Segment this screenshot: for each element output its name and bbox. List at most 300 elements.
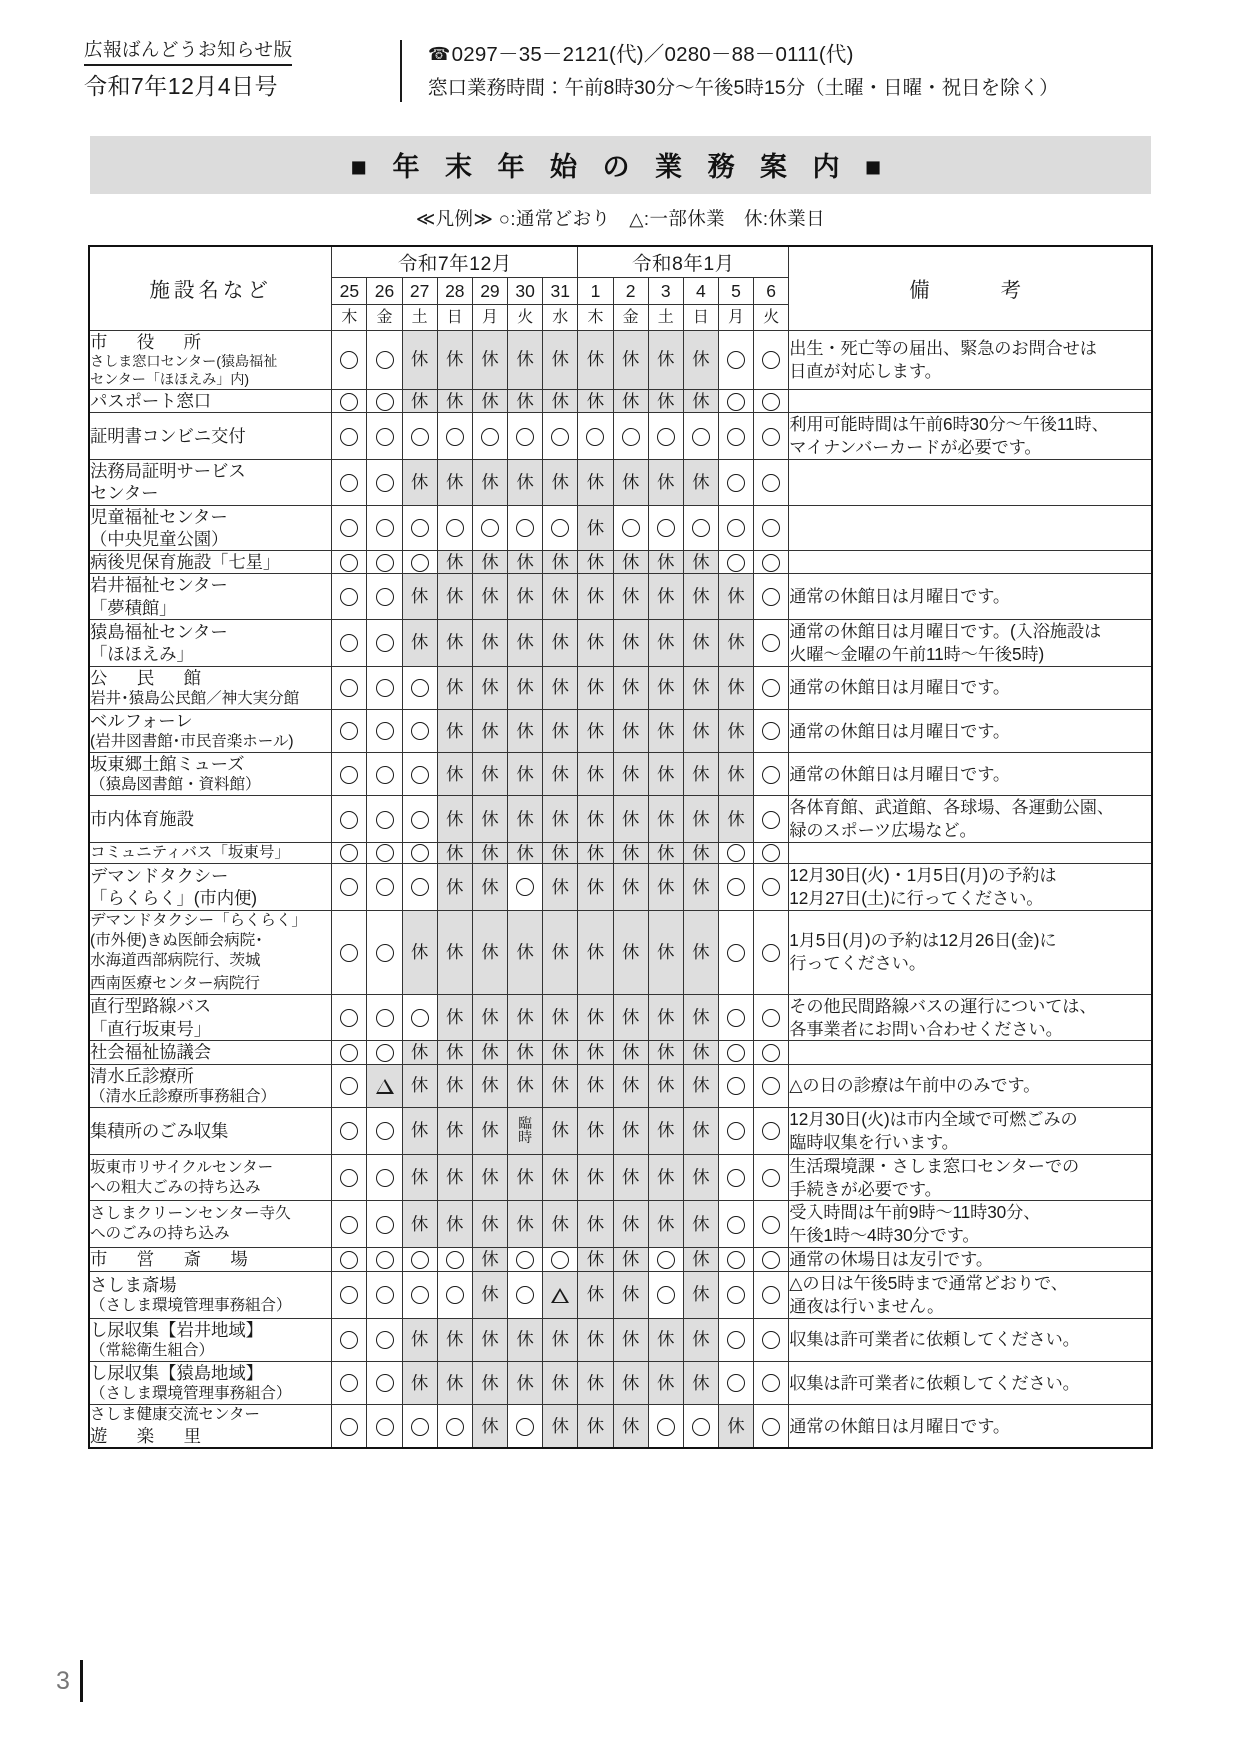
closed-label: 休 (481, 551, 499, 572)
open-circle-icon (376, 1216, 394, 1234)
open-circle-icon (762, 393, 780, 411)
header-month-dec: 令和7年12月 (332, 246, 578, 277)
remarks-cell (789, 505, 1152, 551)
status-cell-open (578, 413, 613, 460)
status-cell-closed (402, 1361, 437, 1404)
table-row (89, 1064, 1152, 1107)
open-circle-icon (727, 554, 745, 572)
status-cell-closed (648, 1318, 683, 1361)
closed-label: 休 (656, 876, 675, 897)
status-cell-closed (613, 709, 648, 752)
status-cell-open (754, 843, 789, 864)
closed-label: 休 (516, 1042, 534, 1063)
table-body (89, 330, 1152, 1448)
status-cell-closed (578, 796, 613, 843)
status-cell-open (402, 1248, 437, 1272)
closed-label: 休 (586, 1415, 605, 1436)
status-cell-closed (578, 1318, 613, 1361)
status-cell-closed (543, 390, 578, 413)
open-circle-icon (762, 1169, 780, 1187)
open-circle-icon (727, 1251, 745, 1269)
closed-label: 休 (727, 677, 745, 698)
open-circle-icon (762, 1374, 780, 1392)
status-cell-closed (683, 551, 718, 574)
closed-label: 休 (446, 876, 464, 897)
header-day-weekday: 木 (578, 304, 613, 330)
remarks-line: 通常の休館日は月曜日です。 (789, 677, 1011, 698)
header-day-number: 5 (718, 277, 753, 304)
remarks-line: 通常の休館日は月曜日です。 (789, 1415, 1011, 1436)
closed-label: 休 (481, 1007, 499, 1028)
closed-label: 休 (551, 1075, 570, 1096)
status-cell-open (402, 864, 437, 911)
facility-name-line: センター「ほほえみ」内) (90, 371, 250, 388)
header-day-weekday: 月 (718, 304, 753, 330)
closed-label: 休 (446, 551, 464, 572)
status-cell-open (367, 1154, 402, 1201)
status-cell-closed (543, 551, 578, 574)
status-cell-open (508, 1248, 543, 1272)
status-cell-open (332, 1272, 367, 1319)
open-circle-icon (376, 1418, 394, 1436)
status-cell-open (332, 1248, 367, 1272)
status-cell-open (332, 505, 367, 551)
status-cell-open (402, 1272, 437, 1319)
status-cell-closed (578, 994, 613, 1041)
open-circle-icon (340, 1418, 358, 1436)
closed-label: 休 (516, 720, 534, 741)
closed-label: 休 (481, 349, 499, 370)
status-cell-closed (613, 753, 648, 796)
closed-label: 休 (516, 763, 534, 784)
status-cell-closed (543, 910, 578, 994)
facility-name-line: 証明書コンビニ交付 (90, 426, 246, 447)
closed-label: 休 (516, 632, 534, 653)
closed-label: 休 (516, 390, 534, 411)
open-circle-icon (692, 519, 710, 537)
closed-label: 休 (481, 1329, 499, 1350)
status-cell-open (332, 551, 367, 574)
status-cell-open (332, 1041, 367, 1064)
closed-label: 休 (621, 632, 640, 653)
closed-label: 休 (516, 1075, 534, 1096)
closed-label: 休 (621, 1042, 640, 1063)
status-cell-closed (578, 1107, 613, 1154)
status-cell-closed (648, 753, 683, 796)
facility-name-cell (89, 1041, 332, 1064)
header-day-number: 25 (332, 277, 367, 304)
closed-label: 休 (692, 1372, 710, 1393)
status-cell-closed (543, 460, 578, 506)
status-cell-open (648, 1405, 683, 1449)
status-cell-open (718, 460, 753, 506)
open-circle-icon (481, 519, 499, 537)
open-circle-icon (762, 1418, 780, 1436)
status-cell-open (332, 1064, 367, 1107)
status-cell-open (543, 413, 578, 460)
status-cell-open (367, 619, 402, 666)
status-cell-open (754, 1107, 789, 1154)
facility-name-line: （さしま環境管理事務組合） (90, 1385, 292, 1403)
status-cell-closed (543, 666, 578, 709)
facility-name-line: 「直行坂東号」 (90, 1018, 212, 1039)
status-cell-closed (402, 390, 437, 413)
status-cell-closed (437, 1041, 472, 1064)
table-row (89, 619, 1152, 666)
open-circle-icon (692, 1418, 710, 1436)
header-day-weekday: 火 (754, 304, 789, 330)
status-cell-closed (437, 460, 472, 506)
closed-label: 休 (692, 1120, 710, 1141)
status-cell-open (683, 505, 718, 551)
closed-label: 休 (410, 1075, 429, 1096)
remarks-line: 受入時間は午前9時～11時30分、 (789, 1202, 1041, 1223)
closed-label: 休 (481, 1249, 499, 1270)
open-circle-icon (340, 1077, 358, 1095)
status-cell-closed (648, 709, 683, 752)
closed-label: 休 (656, 349, 675, 370)
facility-name-cell (89, 864, 332, 911)
status-cell-closed (543, 619, 578, 666)
status-cell-closed (683, 753, 718, 796)
status-cell-open (332, 864, 367, 911)
open-circle-icon (762, 844, 780, 862)
closed-label: 休 (621, 471, 640, 492)
status-cell-open (367, 1248, 402, 1272)
remarks-line: 生活環境課・さしま窓口センターでの (789, 1155, 1080, 1176)
status-cell-closed (402, 619, 437, 666)
table-row (89, 864, 1152, 911)
table-row (89, 666, 1152, 709)
open-circle-icon (762, 1216, 780, 1234)
closed-label: 休 (551, 586, 570, 607)
status-cell-open (332, 574, 367, 620)
status-cell-open (754, 709, 789, 752)
status-cell-closed (508, 551, 543, 574)
remarks-line: 通夜は行いません。 (789, 1295, 945, 1316)
status-cell-open (332, 1405, 367, 1449)
status-cell-open (718, 1248, 753, 1272)
remarks-line: 12月30日(火)は市内全域で可燃ごみの (789, 1108, 1078, 1129)
status-cell-closed (508, 619, 543, 666)
status-cell-closed (578, 619, 613, 666)
open-circle-icon (762, 1044, 780, 1062)
status-cell-closed (613, 551, 648, 574)
status-cell-open (332, 796, 367, 843)
facility-name-line: 直行型路線バス (90, 996, 212, 1017)
open-circle-icon (586, 428, 604, 446)
page-footer (56, 1660, 83, 1702)
status-cell-closed (648, 1361, 683, 1404)
status-cell-open (718, 1064, 753, 1107)
status-cell-closed (472, 994, 507, 1041)
status-cell-closed (472, 666, 507, 709)
status-cell-closed (578, 843, 613, 864)
status-cell-closed (437, 551, 472, 574)
open-circle-icon (376, 634, 394, 652)
remarks-line: 各体育館、武道館、各球場、各運動公園、 (789, 797, 1114, 818)
legend-line: ≪凡例≫ ○:通常どおり △:一部休業 休:休業日 (415, 208, 826, 229)
closed-label: 休 (621, 1213, 640, 1234)
status-cell-open (508, 505, 543, 551)
status-cell-closed (543, 1201, 578, 1248)
remarks-line: 通常の休館日は月曜日です。 (789, 586, 1011, 607)
status-cell-special (508, 1107, 543, 1154)
closed-label: 休 (481, 941, 499, 962)
remarks-line: 通常の休館日は月曜日です。 (789, 720, 1011, 741)
closed-label: 休 (656, 1075, 675, 1096)
status-cell-open (367, 843, 402, 864)
status-cell-closed (508, 1318, 543, 1361)
open-circle-icon (376, 878, 394, 896)
closed-label: 休 (692, 1007, 710, 1028)
remarks-cell (789, 1318, 1152, 1361)
closed-label: 休 (692, 763, 710, 784)
status-cell-closed (543, 994, 578, 1041)
status-cell-open (543, 505, 578, 551)
facility-name-cell (89, 1201, 332, 1248)
closed-label: 休 (656, 808, 675, 829)
open-circle-icon (446, 519, 464, 537)
facility-name-line: 市 営 斎 場 (90, 1249, 254, 1270)
facility-name-cell (89, 753, 332, 796)
remarks-cell (789, 1064, 1152, 1107)
status-cell-closed (437, 574, 472, 620)
header-day-weekday: 金 (613, 304, 648, 330)
status-cell-closed (543, 796, 578, 843)
facility-name-line: さしま窓口センター(猿島福祉 (90, 353, 278, 370)
facility-name-line: 岩井･猿島公民館／神大実分館 (90, 690, 300, 707)
status-cell-closed (402, 460, 437, 506)
status-cell-closed (613, 1361, 648, 1404)
status-cell-open (332, 460, 367, 506)
closed-label: 休 (692, 720, 710, 741)
status-cell-open (754, 1154, 789, 1201)
facility-name-line: 児童福祉センター (90, 506, 228, 527)
open-circle-icon (727, 1286, 745, 1304)
status-cell-closed (402, 1201, 437, 1248)
closed-label: 休 (551, 763, 570, 784)
status-cell-closed (543, 709, 578, 752)
closed-label: 休 (621, 1329, 640, 1350)
remarks-cell (789, 1361, 1152, 1404)
status-cell-closed (578, 1201, 613, 1248)
status-cell-closed (543, 1107, 578, 1154)
closed-label: 休 (410, 941, 429, 962)
closed-label: 休 (621, 941, 640, 962)
facility-name-line: へのごみの持ち込み (90, 1225, 230, 1243)
status-cell-closed (718, 574, 753, 620)
open-circle-icon (411, 844, 429, 862)
closed-label: 休 (446, 1329, 464, 1350)
facility-name-line: 「ほほえみ」 (90, 643, 194, 664)
status-cell-closed (648, 619, 683, 666)
facility-name-line: 市 役 所 (90, 331, 207, 352)
status-cell-open (402, 994, 437, 1041)
status-cell-open (402, 753, 437, 796)
facility-name-cell (89, 796, 332, 843)
status-cell-closed (648, 574, 683, 620)
facility-name-line: （清水丘診療所事務組合） (90, 1087, 276, 1105)
facility-name-line: デマンドタクシー「らくらく」 (90, 911, 307, 929)
closed-label: 休 (692, 390, 710, 411)
open-circle-icon (727, 351, 745, 369)
open-circle-icon (340, 519, 358, 537)
status-cell-open (754, 864, 789, 911)
status-cell-open (754, 796, 789, 843)
header-day-weekday: 水 (543, 304, 578, 330)
remarks-line: 出生・死亡等の届出、緊急のお問合せは (789, 337, 1097, 358)
open-circle-icon (622, 519, 640, 537)
closed-label: 休 (586, 390, 605, 411)
open-circle-icon (376, 1251, 394, 1269)
closed-label: 休 (481, 842, 499, 863)
closed-label: 休 (656, 763, 675, 784)
status-cell-open (718, 1201, 753, 1248)
status-cell-open (367, 505, 402, 551)
status-cell-open (718, 1361, 753, 1404)
status-cell-open (718, 330, 753, 390)
open-circle-icon (340, 588, 358, 606)
open-circle-icon (340, 1374, 358, 1392)
open-circle-icon (692, 428, 710, 446)
status-cell-closed (578, 1154, 613, 1201)
facility-name-cell (89, 1154, 332, 1201)
closed-label: 休 (586, 551, 605, 572)
header-row-month (89, 246, 1152, 277)
closed-label: 休 (516, 1167, 534, 1188)
open-circle-icon (762, 811, 780, 829)
status-cell-closed (508, 574, 543, 620)
facility-name-line: 坂東郷土館ミューズ (90, 754, 245, 775)
status-cell-closed (437, 843, 472, 864)
status-cell-closed (718, 1405, 753, 1449)
open-circle-icon (762, 519, 780, 537)
open-circle-icon (516, 1286, 534, 1304)
open-circle-icon (340, 634, 358, 652)
status-cell-closed (613, 1154, 648, 1201)
closed-label: 休 (656, 1372, 675, 1393)
closed-label: 休 (586, 941, 605, 962)
closed-label: 休 (551, 941, 570, 962)
open-circle-icon (340, 1251, 358, 1269)
closed-label: 休 (586, 1284, 605, 1305)
table-row (89, 910, 1152, 994)
remarks-cell (789, 1405, 1152, 1449)
status-cell-closed (648, 1064, 683, 1107)
facility-name-cell (89, 505, 332, 551)
facility-name-line: 遊 楽 里 (90, 1426, 207, 1447)
closed-label: 休 (551, 876, 570, 897)
closed-label: 休 (551, 349, 570, 370)
status-cell-closed (683, 1107, 718, 1154)
header-day-number: 27 (402, 277, 437, 304)
facility-name-cell (89, 330, 332, 390)
closed-label: 休 (586, 720, 605, 741)
status-cell-closed (508, 1361, 543, 1404)
remarks-line: △の日の診療は午前中のみです。 (789, 1075, 1041, 1096)
open-circle-icon (376, 474, 394, 492)
closed-label: 休 (446, 808, 464, 829)
open-circle-icon (376, 722, 394, 740)
closed-label: 休 (656, 471, 675, 492)
open-circle-icon (727, 878, 745, 896)
table-row (89, 1361, 1152, 1404)
remarks-line: 火曜～金曜の午前11時～午後5時) (789, 643, 1045, 664)
table-row (89, 709, 1152, 752)
status-cell-open (754, 330, 789, 390)
table-head (89, 246, 1152, 330)
remarks-line: 12月30日(火)・1月5日(月)の予約は (789, 865, 1057, 886)
closed-label: 休 (410, 1213, 429, 1234)
status-cell-closed (613, 1107, 648, 1154)
table-row (89, 390, 1152, 413)
open-circle-icon (340, 1216, 358, 1234)
closed-label: 休 (481, 1415, 499, 1436)
open-circle-icon (446, 1251, 464, 1269)
partial-triangle-icon (376, 1079, 394, 1094)
closed-label: 休 (551, 1372, 570, 1393)
open-circle-icon (340, 1286, 358, 1304)
header-day-number: 1 (578, 277, 613, 304)
header-day-number: 6 (754, 277, 789, 304)
page-title: ■ 年 末 年 始 の 業 務 案 内 ■ (350, 152, 891, 182)
closed-label: 休 (586, 1372, 605, 1393)
status-cell-open (332, 330, 367, 390)
status-cell-open (367, 460, 402, 506)
closed-label: 休 (586, 632, 605, 653)
open-circle-icon (727, 1169, 745, 1187)
status-cell-closed (683, 994, 718, 1041)
status-cell-closed (543, 330, 578, 390)
closed-label: 休 (621, 1415, 640, 1436)
facility-name-cell (89, 551, 332, 574)
status-cell-closed (472, 390, 507, 413)
open-circle-icon (657, 428, 675, 446)
open-circle-icon (340, 766, 358, 784)
status-cell-closed (472, 1405, 507, 1449)
status-cell-closed (508, 753, 543, 796)
closed-label: 休 (446, 586, 464, 607)
facility-name-cell (89, 709, 332, 752)
status-cell-closed (648, 864, 683, 911)
facility-name-cell (89, 666, 332, 709)
status-cell-open (367, 1107, 402, 1154)
status-cell-closed (648, 551, 683, 574)
status-cell-open (437, 413, 472, 460)
open-circle-icon (376, 1009, 394, 1027)
closed-label: 休 (481, 1213, 499, 1234)
status-cell-closed (613, 796, 648, 843)
status-cell-closed (578, 1272, 613, 1319)
facility-name-line: し尿収集【猿島地域】 (90, 1362, 263, 1383)
open-circle-icon (340, 474, 358, 492)
status-cell-closed (613, 574, 648, 620)
special-collection-label: 臨 時 (518, 1114, 533, 1145)
open-circle-icon (727, 944, 745, 962)
status-cell-open (508, 864, 543, 911)
closed-label: 休 (410, 1329, 429, 1350)
status-cell-closed (472, 1361, 507, 1404)
closed-label: 休 (446, 1372, 464, 1393)
facility-name-line: (市外便)きぬ医師会病院･ (90, 931, 263, 949)
status-cell-partial (367, 1064, 402, 1107)
open-circle-icon (340, 1169, 358, 1187)
masthead-right (428, 38, 1171, 103)
table-row (89, 1201, 1152, 1248)
status-cell-closed (508, 1041, 543, 1064)
status-cell-closed (543, 843, 578, 864)
